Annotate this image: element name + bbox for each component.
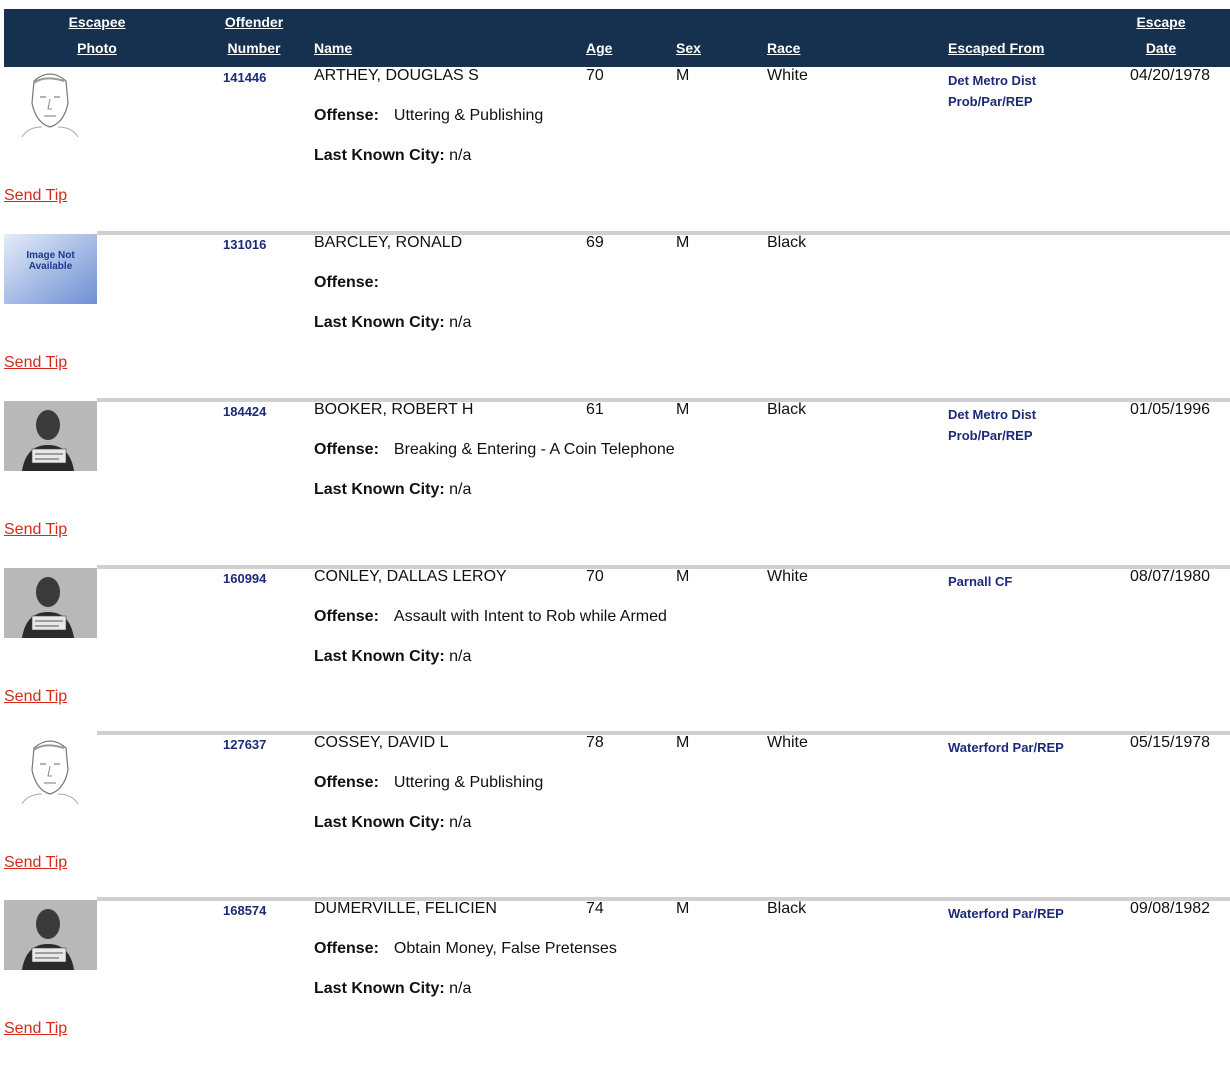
escapee-age: 74 — [586, 900, 604, 917]
offender-number-link[interactable]: 141446 — [223, 70, 267, 85]
table-header — [4, 9, 1230, 67]
sort-escaped-from-header[interactable]: Escaped From — [948, 40, 1045, 56]
escaped-from-link[interactable] — [948, 903, 1088, 924]
offense-label: Offense: — [314, 608, 379, 625]
escaped-from-line-2: Prob/Par/REP — [948, 94, 1033, 109]
escapee-race: Black — [767, 401, 807, 418]
escapee-name: ARTHEY, DOUGLAS S — [314, 67, 479, 84]
row-separator — [97, 398, 1230, 402]
last-known-city-value: n/a — [449, 481, 472, 498]
offender-number-link[interactable]: 160994 — [223, 571, 267, 586]
sort-race-header[interactable]: Race — [767, 40, 801, 56]
offense-line — [314, 274, 394, 292]
escaped-from-link[interactable] — [948, 571, 1088, 592]
escapee-sex: M — [676, 67, 690, 84]
sketch-portrait-icon — [4, 734, 97, 804]
escapee-name: BARCLEY, RONALD — [314, 234, 463, 251]
sort-photo-header[interactable]: Escapee Photo — [68, 14, 126, 56]
last-known-city-label: Last Known City: — [314, 481, 445, 498]
send-tip-link[interactable]: Send Tip — [4, 688, 68, 705]
sketch-portrait-icon — [4, 67, 97, 137]
escaped-from-line-1: Det Metro Dist — [948, 407, 1037, 422]
mugshot-photo-icon — [4, 401, 97, 471]
last-known-city-value: n/a — [449, 648, 472, 665]
offense-line — [314, 107, 543, 125]
escapee-sex: M — [676, 234, 690, 251]
offense-line — [314, 940, 617, 958]
escapee-photo[interactable] — [4, 900, 97, 970]
table-row — [0, 734, 1230, 900]
escapee-age: 70 — [586, 67, 604, 84]
table-row — [0, 234, 1230, 400]
escaped-from-line-1: Det Metro Dist — [948, 73, 1037, 88]
escaped-from-line-1: Waterford Par/REP — [948, 906, 1064, 921]
sort-sex-header[interactable]: Sex — [676, 40, 701, 56]
last-known-city-label: Last Known City: — [314, 980, 445, 997]
escapee-photo[interactable] — [4, 568, 97, 638]
escapee-age: 61 — [586, 401, 604, 418]
offense-label: Offense: — [314, 274, 379, 291]
sort-name-header[interactable]: Name — [314, 40, 353, 56]
offender-number-link[interactable]: 131016 — [223, 237, 267, 252]
offense-value: Obtain Money, False Pretenses — [393, 940, 617, 957]
escaped-from-line-1: Waterford Par/REP — [948, 740, 1064, 755]
offender-number-link[interactable]: 184424 — [223, 404, 267, 419]
table-row — [0, 67, 1230, 233]
escaped-from-link[interactable] — [948, 70, 1088, 112]
escape-date: 08/07/1980 — [1130, 568, 1211, 585]
mugshot-photo-icon — [4, 900, 97, 970]
table-row — [0, 900, 1230, 1066]
last-known-city-line — [314, 147, 471, 165]
table-row — [0, 401, 1230, 567]
last-known-city-label: Last Known City: — [314, 648, 445, 665]
escape-date: 09/08/1982 — [1130, 900, 1211, 917]
escapee-race: Black — [767, 900, 807, 917]
offense-value: Assault with Intent to Rob while Armed — [393, 608, 667, 625]
last-known-city-value: n/a — [449, 314, 472, 331]
offense-value: Uttering & Publishing — [393, 774, 544, 791]
escaped-from-line-1: Parnall CF — [948, 574, 1013, 589]
send-tip-link[interactable]: Send Tip — [4, 354, 68, 371]
sort-age-header[interactable]: Age — [586, 40, 613, 56]
escapee-age: 69 — [586, 234, 604, 251]
row-separator — [97, 731, 1230, 735]
offender-number-link[interactable]: 168574 — [223, 903, 267, 918]
offense-label: Offense: — [314, 441, 379, 458]
escapee-photo[interactable] — [4, 401, 97, 471]
escapee-name: BOOKER, ROBERT H — [314, 401, 474, 418]
offense-value: Uttering & Publishing — [393, 107, 544, 124]
last-known-city-line — [314, 648, 471, 666]
sort-number-header[interactable]: Offender Number — [224, 14, 284, 56]
last-known-city-line — [314, 481, 471, 499]
escapee-race: White — [767, 67, 808, 84]
escapee-name: CONLEY, DALLAS LEROY — [314, 568, 507, 585]
escapee-photo[interactable] — [4, 234, 97, 304]
mugshot-photo-icon — [4, 568, 97, 638]
escapee-name: COSSEY, DAVID L — [314, 734, 449, 751]
offense-label: Offense: — [314, 774, 379, 791]
escaped-from-link[interactable] — [948, 737, 1088, 758]
offense-line — [314, 608, 667, 626]
escapee-race: Black — [767, 234, 807, 251]
escapee-sex: M — [676, 401, 690, 418]
escapee-photo[interactable] — [4, 734, 97, 804]
row-separator — [97, 897, 1230, 901]
last-known-city-value: n/a — [449, 814, 472, 831]
sort-date-header[interactable]: Escape Date — [1136, 14, 1186, 56]
send-tip-link[interactable]: Send Tip — [4, 187, 68, 204]
last-known-city-label: Last Known City: — [314, 314, 445, 331]
offense-label: Offense: — [314, 940, 379, 957]
send-tip-link[interactable]: Send Tip — [4, 521, 68, 538]
escapee-sex: M — [676, 900, 690, 917]
send-tip-link[interactable]: Send Tip — [4, 1020, 68, 1037]
send-tip-link[interactable]: Send Tip — [4, 854, 68, 871]
image-not-available-text: Image Not Available — [26, 250, 75, 272]
escaped-from-link[interactable] — [948, 404, 1088, 446]
escapee-sex: M — [676, 568, 690, 585]
escapee-age: 70 — [586, 568, 604, 585]
escape-date: 05/15/1978 — [1130, 734, 1211, 751]
escape-date: 01/05/1996 — [1130, 401, 1211, 418]
row-separator — [97, 565, 1230, 569]
offender-number-link[interactable]: 127637 — [223, 737, 267, 752]
escapee-name: DUMERVILLE, FELICIEN — [314, 900, 497, 917]
escapee-race: White — [767, 568, 808, 585]
last-known-city-value: n/a — [449, 980, 472, 997]
offense-line — [314, 441, 675, 459]
last-known-city-label: Last Known City: — [314, 147, 445, 164]
last-known-city-line — [314, 980, 471, 998]
offense-value: Breaking & Entering - A Coin Telephone — [393, 441, 675, 458]
row-separator — [97, 231, 1230, 235]
offense-label: Offense: — [314, 107, 379, 124]
escapee-race: White — [767, 734, 808, 751]
last-known-city-label: Last Known City: — [314, 814, 445, 831]
offense-line — [314, 774, 543, 792]
escapee-age: 78 — [586, 734, 604, 751]
escaped-from-line-2: Prob/Par/REP — [948, 428, 1033, 443]
escape-date: 04/20/1978 — [1130, 67, 1211, 84]
last-known-city-value: n/a — [449, 147, 472, 164]
last-known-city-line — [314, 814, 471, 832]
last-known-city-line — [314, 314, 471, 332]
escapee-photo[interactable] — [4, 67, 97, 137]
table-row — [0, 568, 1230, 734]
escapee-sex: M — [676, 734, 690, 751]
